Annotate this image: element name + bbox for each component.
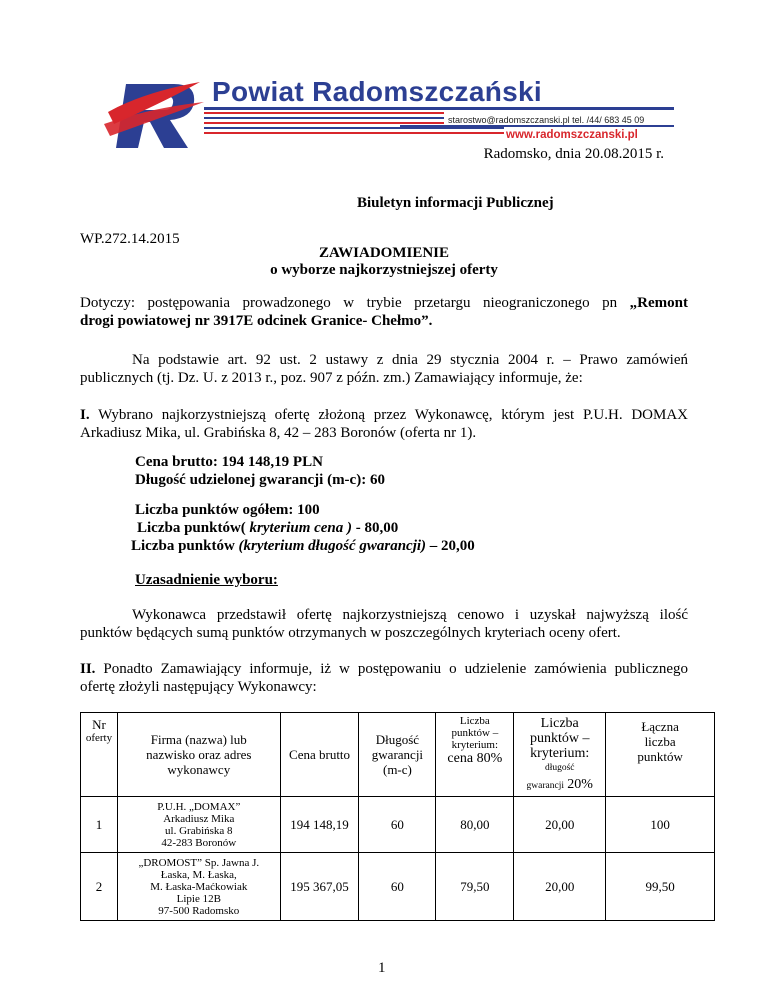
header-crit-warr-line: kryterium: (530, 745, 590, 761)
cell-total-points: 100 (606, 797, 715, 853)
header-firm-line: nazwisko oraz adres (146, 747, 252, 762)
warranty-points-value: – 20,00 (426, 538, 475, 554)
header-firm (117, 713, 280, 797)
header-warranty-criterion (514, 713, 606, 797)
warranty-points-criterion: (kryterium długość gwarancji) (238, 538, 427, 554)
header-nr-line: Nr (92, 717, 106, 732)
header-total-line: punktów (637, 749, 683, 764)
cell-warranty-points: 20,00 (514, 797, 606, 853)
reference-number: WP.272.14.2015 (80, 231, 180, 247)
subject-line-1 (80, 293, 688, 313)
place-date: Radomsko, dnia 20.08.2015 r. (483, 146, 664, 162)
header-total-line: liczba (644, 734, 676, 749)
offers-table (80, 712, 715, 921)
header-logo (104, 62, 684, 152)
cell-offer-number: 1 (81, 797, 118, 853)
subject-text: Dotyczy: postępowania prowadzonego w trybie przetargu nieograniczonego pn (80, 295, 618, 311)
org-website-link[interactable]: www.radomszczanski.pl (506, 129, 638, 141)
price-points-value: - 80,00 (355, 520, 399, 536)
firm-line: ul. Grabińska 8 (165, 824, 233, 837)
section1-line-1 (80, 405, 688, 425)
firm-line: Lipie 12B (176, 892, 221, 905)
cell-warranty: 60 (359, 797, 436, 853)
header-warranty (359, 713, 436, 797)
header-price-criterion (436, 713, 514, 797)
cell-offer-number: 2 (81, 853, 118, 921)
header-firm-line: Firma (nazwa) lub (150, 732, 247, 747)
header-crit-warr-line: Liczba (540, 715, 579, 731)
justification-line-2: punktów będących sumą punktów otrzymanych w poszczególnych kryteriach oceny ofert. (80, 625, 621, 641)
price-points-label: Liczba punktów( (137, 520, 246, 536)
header-crit-price-line: Liczba (459, 715, 490, 727)
firm-line: P.U.H. „DOMAX” (157, 800, 241, 813)
bulletin-title: Biuletyn informacji Publicznej (357, 195, 554, 211)
page-number: 1 (378, 960, 386, 976)
header-nr-line: oferty (85, 732, 113, 744)
section1-text: Wybrano najkorzystniejszą ofertę złożoną przez Wykonawcę, którym jest P.U.H. DOMAX (98, 407, 688, 423)
firm-line: M. Łaska-Maćkowiak (150, 880, 248, 893)
section2-numeral: II. (80, 661, 96, 677)
firm-line: Arkadiusz Mika (163, 812, 235, 825)
header-crit-price-line: kryterium: (451, 739, 499, 751)
price-points-criterion: kryterium cena ) (245, 520, 356, 536)
notice-title: ZAWIADOMIENIE (318, 245, 450, 261)
table-row (81, 797, 715, 853)
header-crit-warr-percent: 20% (567, 776, 593, 792)
section2-line-1 (80, 659, 688, 679)
header-firm-line: wykonawcy (167, 762, 231, 777)
summary-total-points: Liczba punktów ogółem: 100 (135, 502, 320, 518)
warranty-points-label: Liczba punktów (131, 538, 239, 554)
cell-firm (117, 797, 280, 853)
summary-warranty-points (131, 536, 475, 556)
header-warranty-line: gwarancji (371, 747, 424, 762)
firm-line: 97-500 Radomsko (158, 904, 240, 917)
cell-price-points: 80,00 (436, 797, 514, 853)
section1-line-2: Arkadiusz Mika, ul. Grabińska 8, 42 – 283 Boronów (oferta nr 1). (80, 425, 477, 441)
table-row (81, 853, 715, 921)
subject-line-2: drogi powiatowej nr 3917E odcinek Granice- Chełmo”. (80, 313, 433, 329)
header-price: Cena brutto (280, 713, 359, 797)
header-crit-warr-line (516, 776, 603, 794)
header-total-points (606, 713, 715, 797)
cell-price: 194 148,19 (280, 797, 359, 853)
justification-line-1: Wykonawca przedstawił ofertę najkorzystniejszą cenowo i uzyskał najwyższą ilość (132, 607, 688, 623)
header-crit-warr-line: długość (544, 762, 575, 773)
org-contact: starostwo@radomszczanski.pl tel. /44/ 683 45 09 (448, 115, 645, 125)
intro-line-2: publicznych (tj. Dz. U. z 2013 r., poz. 907 z późn. zm.) Zamawiający informuje, że: (80, 370, 583, 386)
header-offer-number (81, 713, 118, 797)
cell-warranty: 60 (359, 853, 436, 921)
section1-numeral: I. (80, 407, 90, 423)
summary-warranty: Długość udzielonej gwarancji (m-c): 60 (135, 472, 385, 488)
header-total-line: Łączna (641, 719, 679, 734)
header-warranty-line: Długość (375, 732, 420, 747)
cell-total-points: 99,50 (606, 853, 715, 921)
org-name: Powiat Radomszczański (212, 76, 542, 107)
header-crit-price-line: cena 80% (447, 751, 503, 766)
header-warranty-line: (m-c) (382, 762, 412, 777)
intro-line-1: Na podstawie art. 92 ust. 2 ustawy z dnia 29 stycznia 2004 r. – Prawo zamówień (132, 352, 688, 368)
header-crit-price-line: punktów – (451, 727, 499, 739)
justification-heading: Uzasadnienie wyboru: (135, 572, 278, 588)
summary-price-points (137, 518, 398, 538)
firm-line: 42-283 Boronów (161, 836, 237, 849)
cell-price-points: 79,50 (436, 853, 514, 921)
cell-firm (117, 853, 280, 921)
section2-text: Ponadto Zamawiający informuje, iż w postępowaniu o udzielenie zamówienia publicznego (103, 661, 688, 677)
section2-line-2: ofertę złożyli następujący Wykonawcy: (80, 679, 317, 695)
header-crit-warr-line: punktów – (529, 730, 590, 746)
cell-warranty-points: 20,00 (514, 853, 606, 921)
table-header-row (81, 713, 715, 797)
cell-price: 195 367,05 (280, 853, 359, 921)
notice-subtitle: o wyborze najkorzystniejszej oferty (270, 262, 498, 278)
summary-price: Cena brutto: 194 148,19 PLN (135, 454, 323, 470)
firm-line: Łaska, M. Łaska, (160, 868, 237, 881)
header-crit-warr-word: gwarancji (526, 780, 564, 791)
subject-title-start: „Remont (629, 295, 688, 311)
firm-line: „DROMOST” Sp. Jawna J. (138, 856, 260, 869)
